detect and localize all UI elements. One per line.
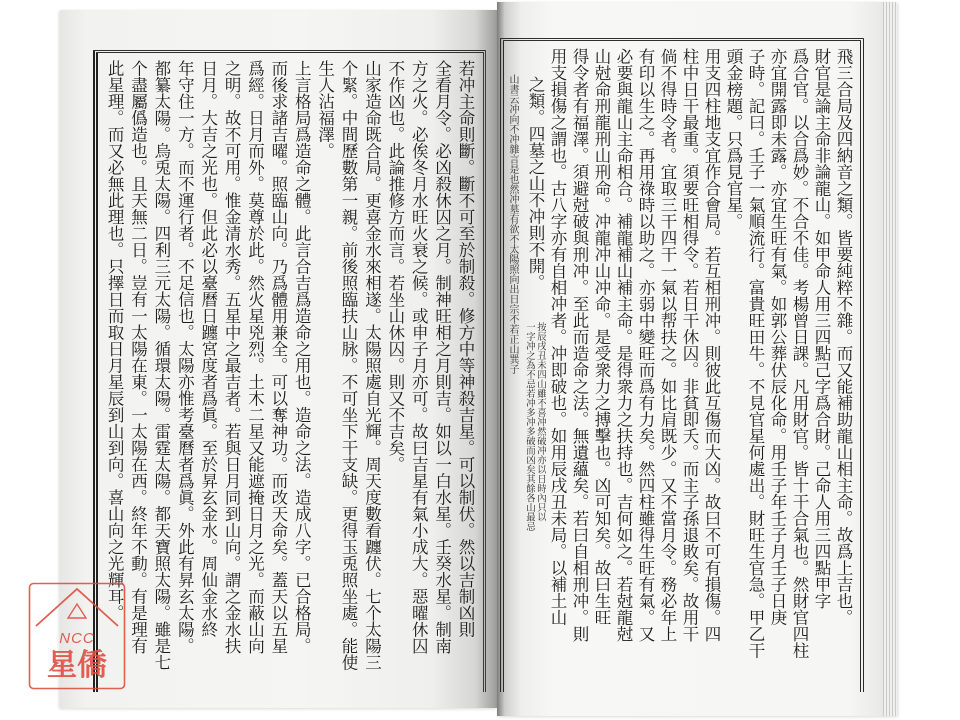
text-column: 柱中日干最重。須要旺相得令。若日干休囚。非貧即夭。而主子孫退敗矣。故用干 xyxy=(680,48,699,642)
text-column-with-notes xyxy=(524,48,546,688)
text-column: 倘不得時令者。宜取三干四干一氣以帮扶之。如比肩既少。又不當月令。務必年上 xyxy=(658,48,677,642)
left-page-text xyxy=(102,60,477,688)
text-column: 爲合官。以合爲妙。不合不佳。考楊曾日課。凡用財官。皆十干合氣也。然財官四柱 xyxy=(790,48,809,659)
text-column: 日月。大吉之光也。但此必以臺曆日躔宮度者爲眞。至於昇玄金水。周仙金水終 xyxy=(198,60,218,638)
right-page xyxy=(497,2,897,716)
text-column: 財官是論主命非論龍山。如甲命人用三四點己字爲合財。己命人用三四點甲字 xyxy=(812,48,831,609)
watermark xyxy=(28,582,126,690)
text-column: 爲經。日月而外。莫尊於此。然火星兇烈。土木二星又能遮掩日月之光。而蔽山向 xyxy=(245,60,265,654)
text-column: 此星理。而又必無此理也。只擇日而取日月星辰到山到向。喜山向之光輝耳。 xyxy=(105,60,125,621)
text-column: 全看月令。必凶殺休囚之月。制神旺相之月則吉。如以一白水星。壬癸水星。制南 xyxy=(432,60,452,654)
text-column: 个盡屬僞造也。且天無二日。豈有一太陽在東。一太陽在西。終年不動。有是理有 xyxy=(128,60,148,654)
annotation-note: 山書云冲向不冲雜言是也然冲墓有欲不太陽照向出日宗不若正山巽子 xyxy=(507,74,518,374)
page-stack-edges xyxy=(883,2,897,716)
text-column: 山家造命既合局。更喜金水來相遂。太陽照處自光輝。周天度數看躔伏。七个太陽三 xyxy=(362,60,382,671)
annotation-note: 一字冲之為不忌若冲多冲多破而凶矣其餘各山最忌 xyxy=(524,322,535,531)
text-column: 之類。四墓之山不冲則不開。 xyxy=(526,76,545,291)
text-column: 用支四柱地支宜作合會局。若互相刑冲。則彼此互傷而大凶。故曰不可有損傷。四 xyxy=(702,48,721,642)
watermark-chinese-text: 星僑 xyxy=(47,648,107,683)
text-column: 若冲主命則斷。斷不可至於制殺。修方中等神殺吉星。可以制伏。然以吉制凶則 xyxy=(456,60,475,638)
text-column: 年守住一方。而不運行者。不足信也。太陽亦惟考臺曆者爲眞。外此有昇玄太陽。 xyxy=(175,60,195,654)
text-column: 生人沾福澤。 xyxy=(315,60,335,159)
text-column: 亦宜開露即未露。亦宜生旺有氣。如郭公葬伏辰化命。用壬子年壬子月壬子日庚 xyxy=(768,48,787,626)
text-column: 之明。故不可用。惟金清水秀。五星中之最吉者。若與日月同到山向。謂之金水扶 xyxy=(222,60,242,654)
annotation-notes xyxy=(524,322,546,688)
text-column: 有印以生之。再用祿時以助之。亦弱中變旺而爲有力矣。然四柱雖得生旺有氣。又 xyxy=(636,48,655,642)
text-column: 上言格局爲造命之體。此言合吉爲造命之用也。造命之法。造成八字。已合格局。 xyxy=(292,60,312,654)
text-column: 个緊。中間歷數第一親。前後照臨扶山脉。不可坐下干支缺。更得玉兎照坐處。能使 xyxy=(339,60,359,671)
text-column: 方之火。必俟冬月水旺火衰之候。或申子月亦可。故曰吉星有氣小成大。惡曜休囚 xyxy=(409,60,429,654)
text-column: 山尅命刑龍刑山刑命。冲龍冲山冲命。是受衆力之搏擊也。凶可知矣。故曰生旺 xyxy=(592,48,611,626)
text-column: 都纂太陽。烏兎太陽。四利三元太陽。循環太陽。雷霆太陽。都天寶照太陽。雖是七 xyxy=(151,60,171,671)
text-column: 不作凶也。此論推修方而言。若坐山休囚。則又不吉矣。 xyxy=(385,60,405,473)
text-column: 得令者有福澤。須避尅破與刑冲。至此而造命之法。無遺蘊矣。若曰自相刑冲。則 xyxy=(570,48,589,642)
text-column: 用支損傷之謂也。古八字亦有自相冲者。冲即破也。如用辰戌丑未局。以補土山 xyxy=(548,48,567,626)
text-column: 必要與龍山主命相合。補龍補山補主命。是得衆力之扶持也。吉何如之。若尅龍尅 xyxy=(614,48,633,642)
text-column: 頭金榜題。只爲見官星。 xyxy=(724,48,743,230)
text-column: 子時。記曰。壬子一氣順流行。富貴旺田牛。不見官星何處出。財旺生官急。甲乙干 xyxy=(746,48,765,659)
annotation-note: 按辰戌丑未四山雖不喜冲然破冲亦以日時內只以 xyxy=(535,322,546,522)
watermark-latin-text: NCC xyxy=(59,630,95,647)
text-column: 飛三合局及四納音之類。皆要純粹不雜。而又能補助龍山相主命。故爲上吉也。 xyxy=(834,48,853,626)
right-page-text xyxy=(524,48,854,688)
text-column: 而後求諸吉曜。照臨山向。乃爲體用兼全。可以奪神功。而改天命矣。蓋天以五星 xyxy=(268,60,288,654)
